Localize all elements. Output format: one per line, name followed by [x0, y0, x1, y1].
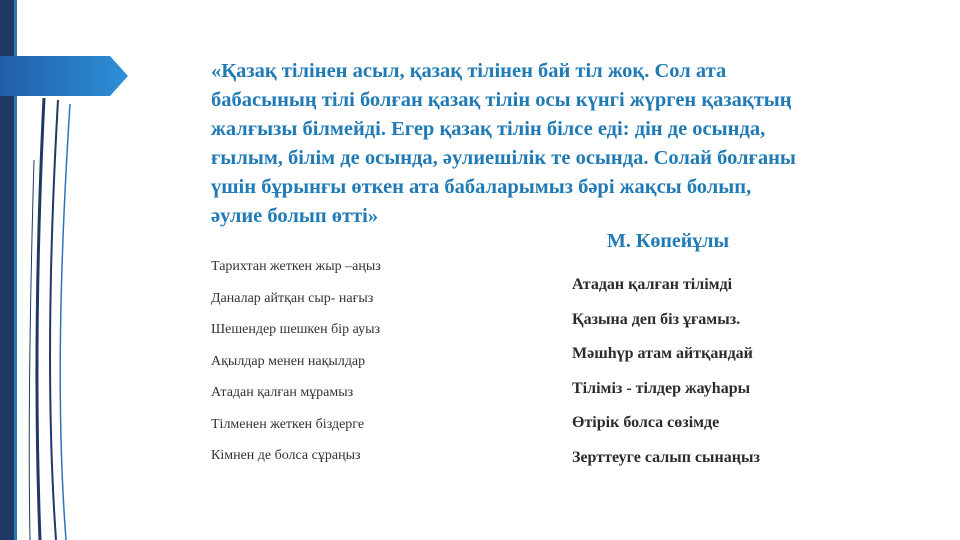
quote-text	[211, 57, 931, 231]
poem-line: Кімнен де болса сұраңыз	[211, 448, 361, 463]
poem-line: Қазына деп біз ұғамыз.	[572, 310, 741, 328]
poem-line: Атадан қалған мұрамыз	[211, 385, 354, 400]
poem-line: Ақылдар менен нақылдар	[211, 353, 366, 369]
poem-line: Тілменен жеткен біздерге	[211, 416, 365, 432]
arrow-tab-shape	[0, 56, 130, 96]
quote-line: бабасының тілі болған қазақ тілін осы күнгі жүрген қазақтың	[211, 89, 792, 111]
poem-line: Даналар айтқан сыр- нағыз	[211, 290, 374, 306]
poem-line: Өтірік болса сөзімде	[572, 414, 720, 431]
poem-line: Тарихтан жеткен жыр –аңыз	[211, 259, 381, 274]
poem-line: Шешендер шешкен бір ауыз	[211, 322, 381, 337]
poem-right-stanza	[572, 273, 760, 480]
poem-line: Тіліміз - тілдер жауһары	[572, 379, 751, 397]
quote-line: ғылым, білім де осында, әулиешілік те осында. Солай болғаны	[211, 147, 796, 169]
quote-line: әулие болып өтті»	[211, 205, 379, 227]
poem-line: Мәшһүр атам айтқандай	[572, 345, 753, 362]
quote-line: үшін бұрынғы өткен ата бабаларымыз бәрі жақсы болып,	[211, 176, 752, 198]
poem-line: Зерттеуге салып сынаңыз	[572, 448, 760, 466]
quote-line: «Қазақ тілінен асыл, қазақ тілінен бай тіл жоқ. Сол ата	[211, 60, 727, 82]
quote-author: М. Көпейұлы	[607, 230, 730, 252]
poem-line: Атадан қалған тілімді	[572, 276, 733, 293]
poem-left-stanza	[211, 255, 381, 476]
quote-line: жалғызы білмейді. Егер қазақ тілін білсе еді: дін де осында,	[211, 118, 766, 140]
